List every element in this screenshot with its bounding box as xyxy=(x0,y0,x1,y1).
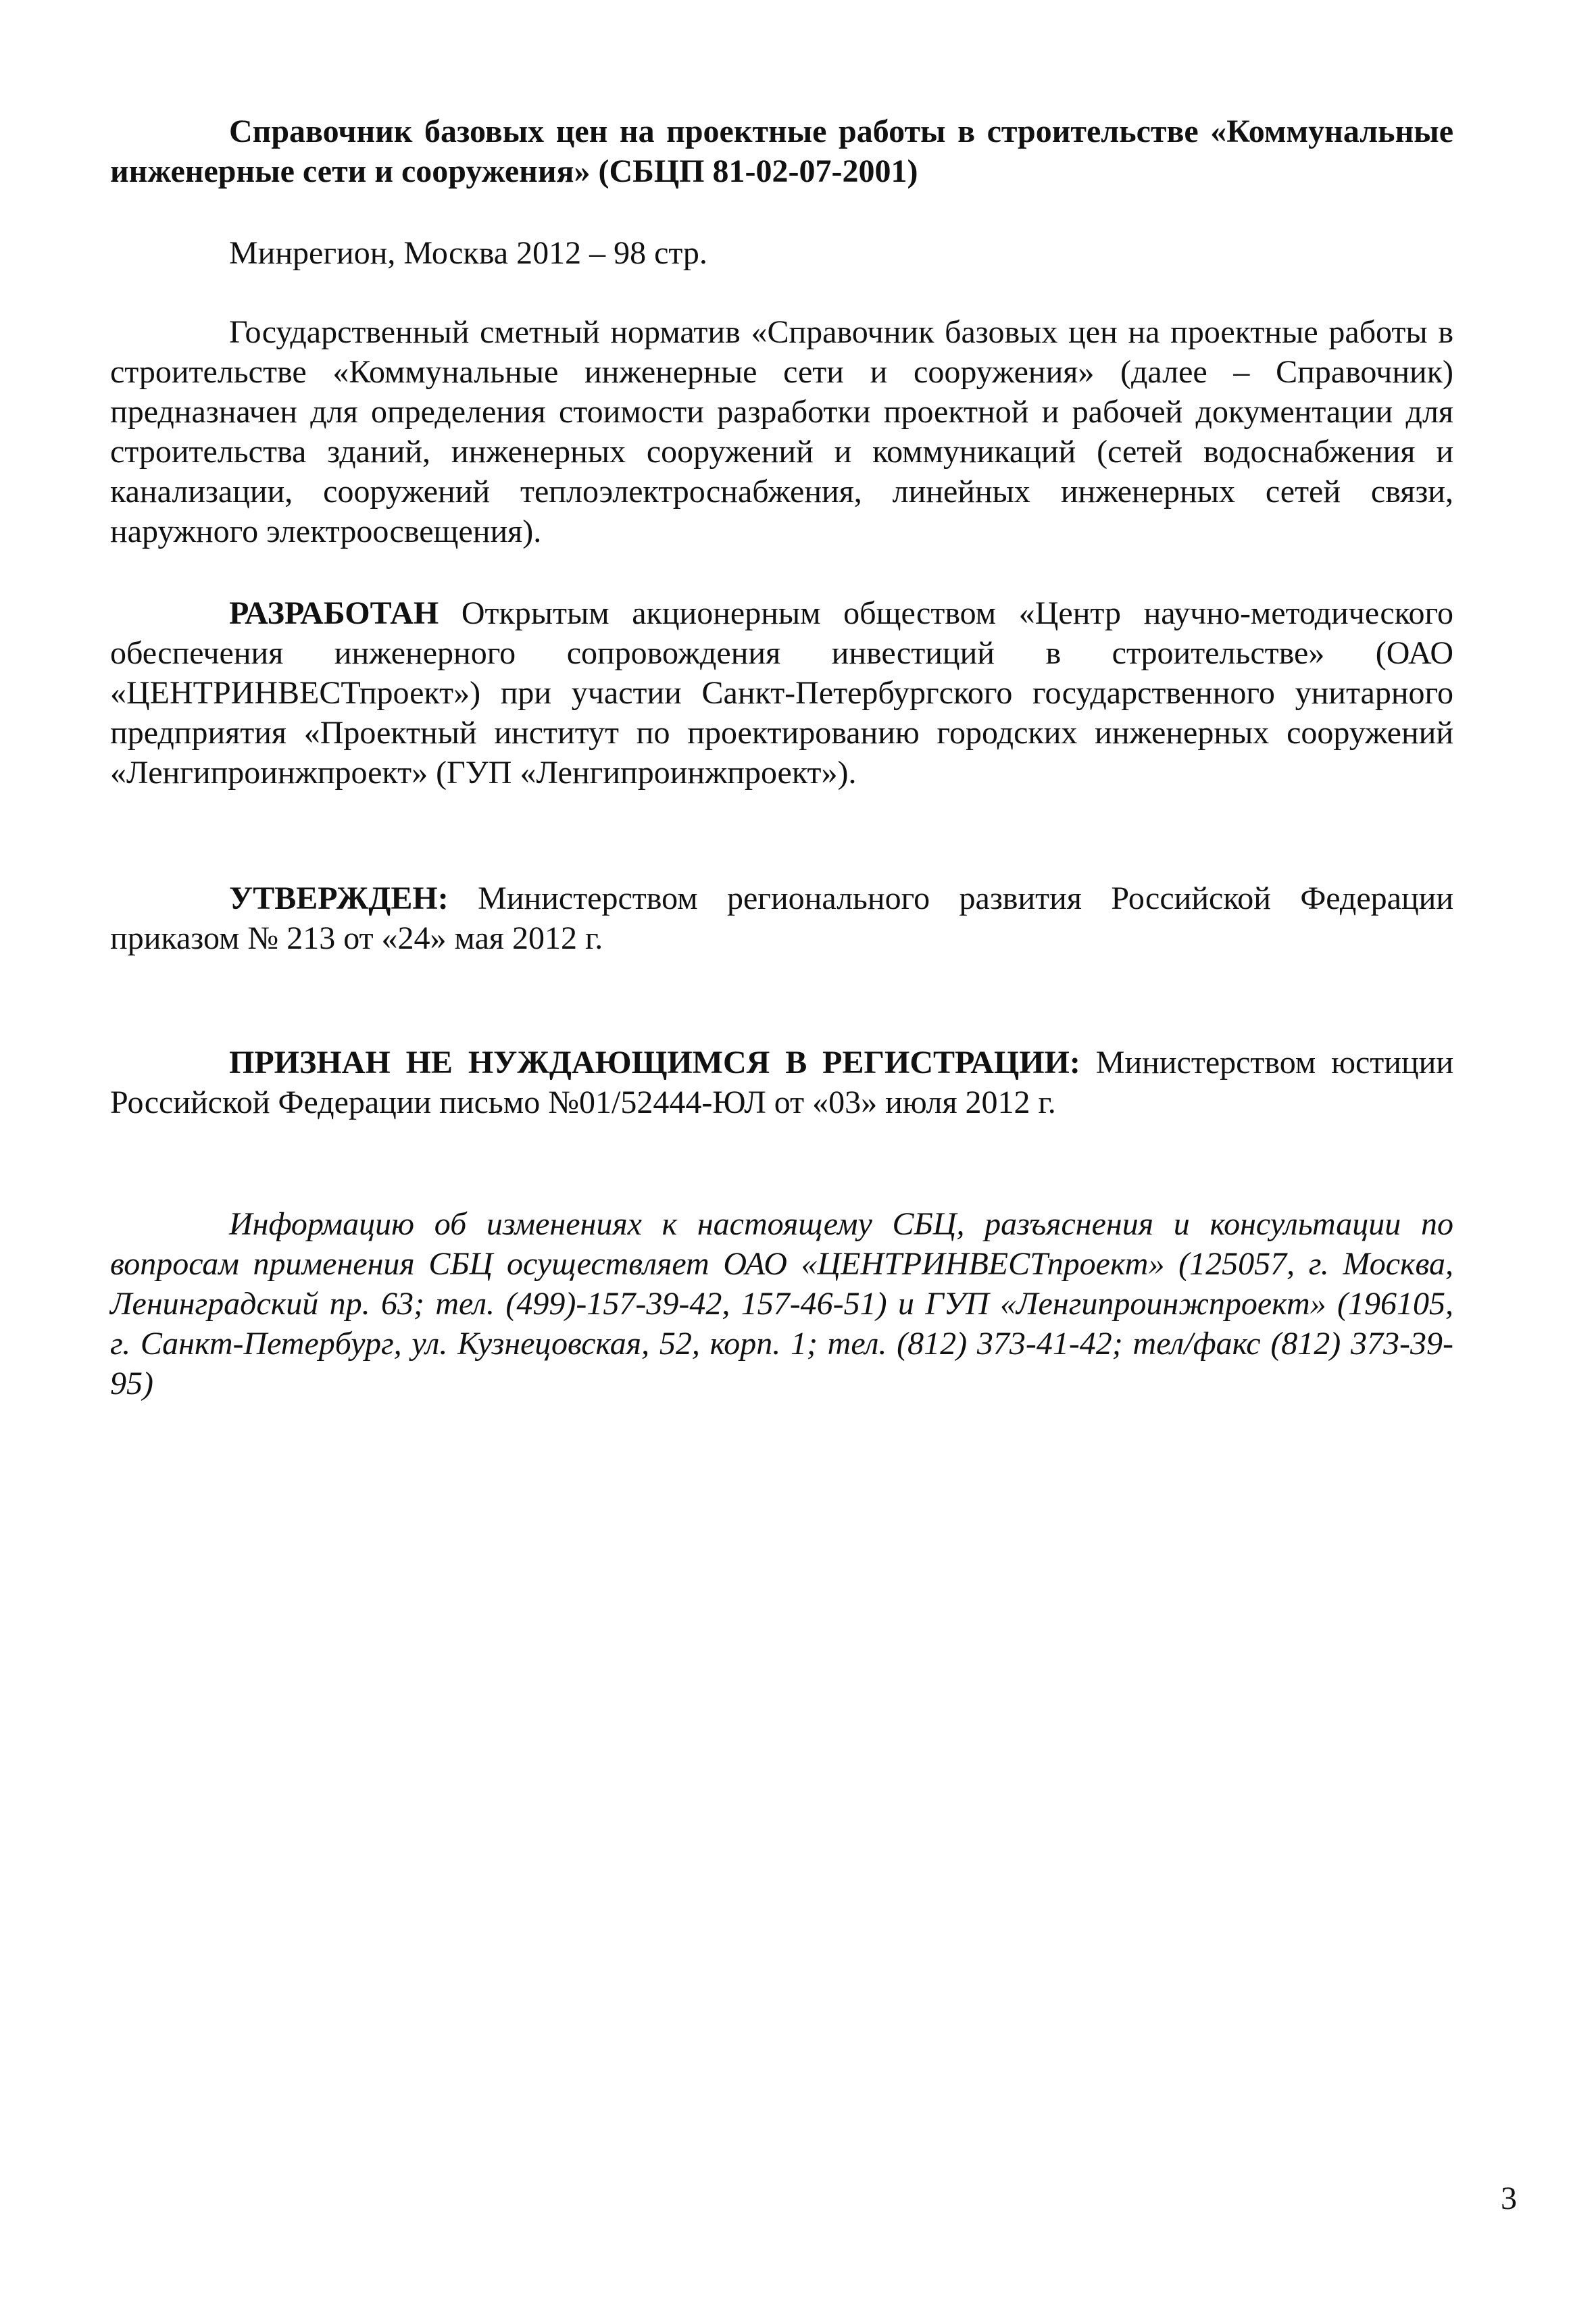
developed-text: Открытым акционерным обществом «Центр научно-методического обеспечения инженерного сопровождения инвестиций в строительстве» (ОАО «ЦЕНТРИНВЕСТпроект») при участии Санкт-Петербургского государственного унитарного предприятия «Проектный институт по проектированию городских инженерных сооружений «Ленгипроинжпроект» (ГУП «Ленгипроинжпроект»). xyxy=(110,595,1453,791)
developed-label: РАЗРАБОТАН xyxy=(229,595,439,631)
description-paragraph: Государственный сметный норматив «Справочник базовых цен на проектные работы в строительстве «Коммунальные инженерные сети и сооружения» (далее – Справочник) предназначен для определения стоимости разработки проектной и рабочей документации для строительства зданий, инженерных сооружений и коммуникаций (сетей водоснабжения и канализации, сооружений теплоэлектроснабжения, линейных инженерных сетей связи, наружного электроосвещения). xyxy=(110,314,1453,549)
approved-paragraph xyxy=(110,878,1453,958)
registration-paragraph xyxy=(110,1043,1453,1122)
document-title: Справочник базовых цен на проектные работы в строительстве «Коммунальные инженерные сети и сооружения» (СБЦП 81-02-07-2001) xyxy=(110,114,1453,189)
approved-label: УТВЕРЖДЕН: xyxy=(229,880,449,916)
registration-text: Министерством юстиции Российской Федерации письмо №01/52444-ЮЛ от «03» июля 2012 г. xyxy=(110,1045,1454,1120)
approved-text: Министерством регионального развития Российской Федерации приказом № 213 от «24» мая 2012 г. xyxy=(110,880,1453,956)
page-number: 3 xyxy=(1501,2181,1517,2216)
info-paragraph: Информацию об изменениях к настоящему СБЦ, разъяснения и консультации по вопросам применения СБЦ осуществляет ОАО «ЦЕНТРИНВЕСТпроект» (125057, г. Москва, Ленинградский пр. 63; тел. (499)-157-39-42, 157-46-51) и ГУП «Ленгипроинжпроект» (196105, г. Санкт-Петербург, ул. Кузнецовская, 52, корп. 1; тел. (812) 373-41-42; тел/факс (812) 373-39-95) xyxy=(110,1206,1453,1401)
publisher-line: Минрегион, Москва 2012 – 98 стр. xyxy=(229,235,707,271)
developed-paragraph xyxy=(110,593,1453,793)
registration-label: ПРИЗНАН НЕ НУЖДАЮЩИМСЯ В РЕГИСТРАЦИИ: xyxy=(229,1045,1080,1080)
